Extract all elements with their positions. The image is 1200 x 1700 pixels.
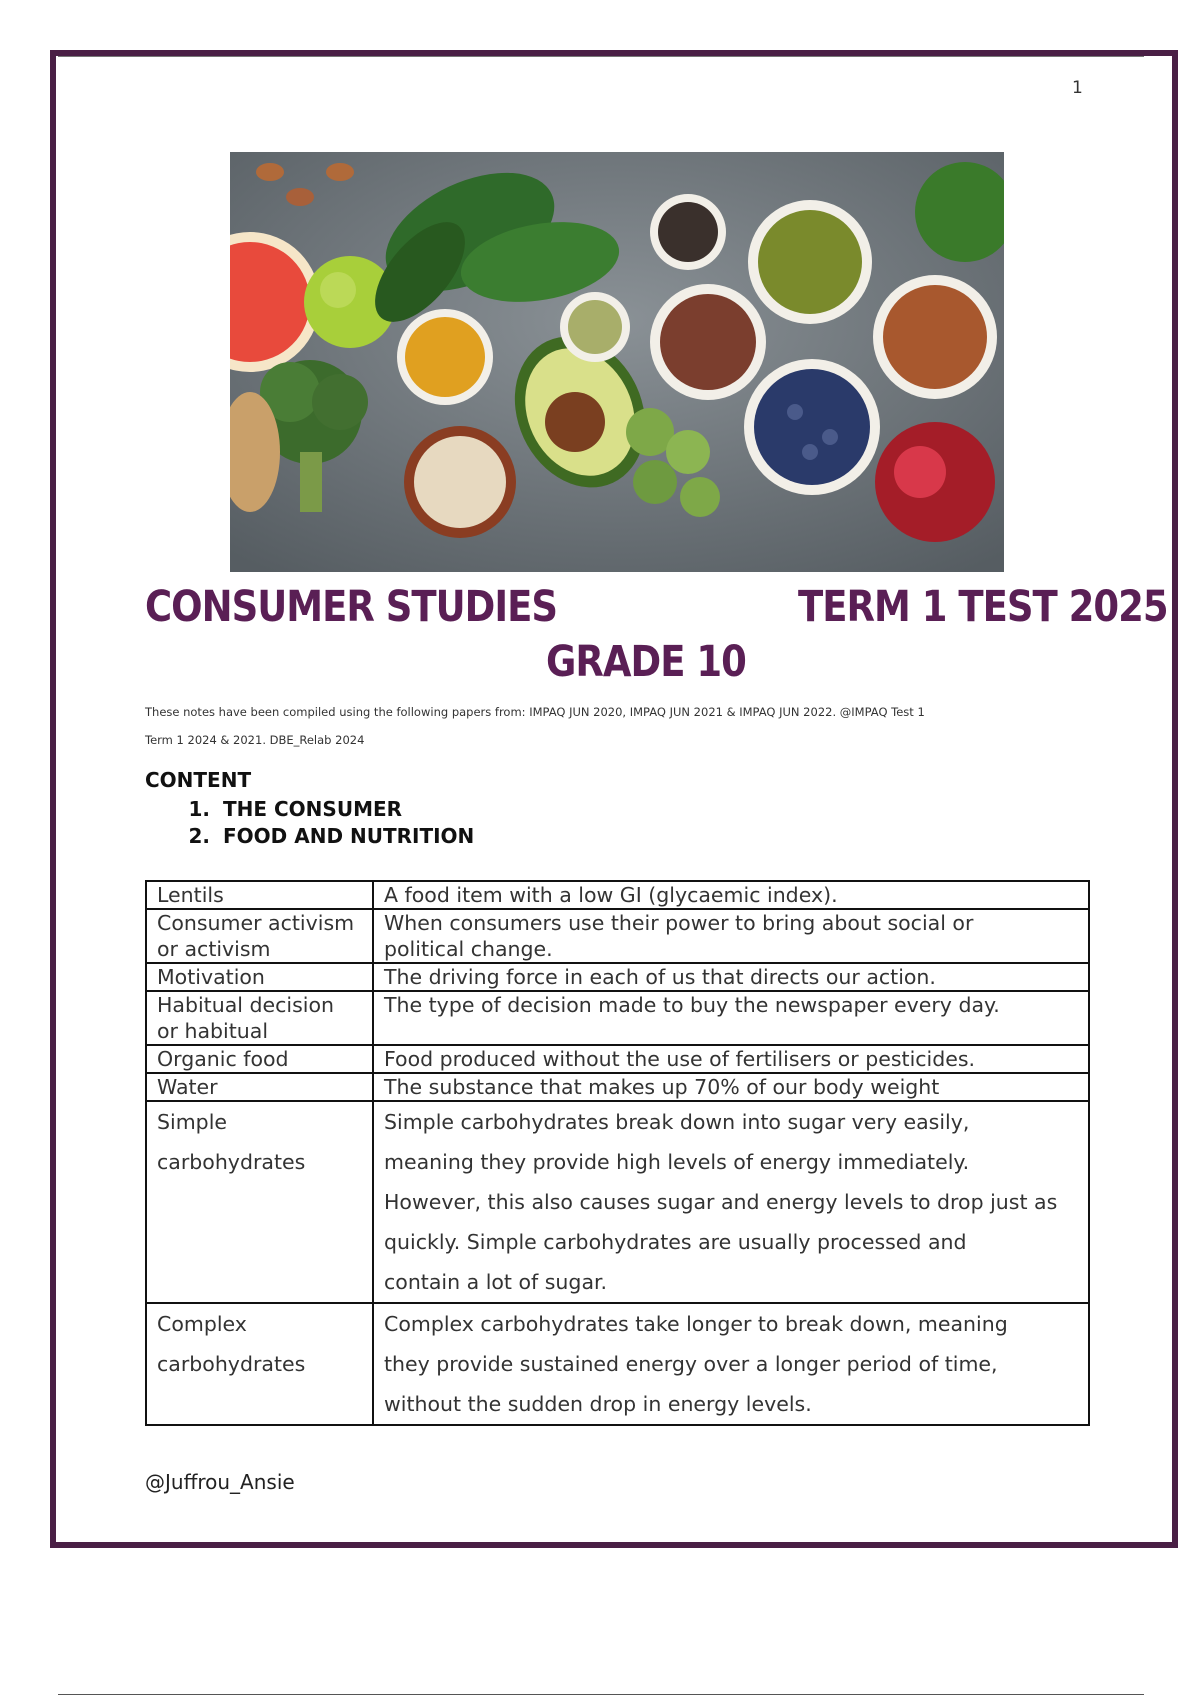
content-item: 1. THE CONSUMER [217,796,474,823]
glossary-row [146,909,1089,963]
definition-line: The substance that makes up 70% of our body weight [384,1075,940,1099]
glossary-row [146,881,1089,909]
definition-line: The type of decision made to buy the newspaper every day. [384,993,1000,1017]
glossary-definition [373,881,1089,909]
sources-line-1: These notes have been compiled using the following papers from: IMPAQ JUN 2020, IMPAQ JUN 2021 & IMPAQ JUN 2022. @IMPAQ Test 1 [145,705,925,719]
term-line: carbohydrates [157,1352,306,1376]
glossary-table [145,880,1090,1426]
glossary-definition [373,909,1089,963]
term-line: Organic food [157,1047,289,1071]
glossary-term [146,909,373,963]
glossary-row [146,1045,1089,1073]
grade-heading: GRADE 10 [546,637,746,687]
term-line: Simple [157,1110,227,1134]
glossary-term [146,881,373,909]
glossary-definition [373,1101,1089,1303]
definition-line: Food produced without the use of fertilisers or pesticides. [384,1047,976,1071]
glossary-term [146,1045,373,1073]
content-list [145,796,474,850]
definition-line: However, this also causes sugar and energy levels to drop just as [384,1190,1058,1214]
glossary-definition [373,1073,1089,1101]
term-line: Complex [157,1312,247,1336]
term-line: Habitual decision [157,993,334,1017]
glossary-definition [373,1303,1089,1425]
glossary-row [146,1303,1089,1425]
glossary-term [146,991,373,1045]
glossary-definition [373,1045,1089,1073]
glossary-term [146,1101,373,1303]
definition-line: political change. [384,937,553,961]
glossary-definition [373,991,1089,1045]
subject-heading: CONSUMER STUDIES [145,582,558,632]
content-item: 2. FOOD AND NUTRITION [217,823,474,850]
footer-rule [58,1694,1144,1695]
glossary-term [146,1303,373,1425]
content-section [145,768,474,850]
definition-line: quickly. Simple carbohydrates are usually processed and [384,1230,967,1254]
term-line: Lentils [157,883,224,907]
glossary-definition [373,963,1089,991]
sources-line-2: Term 1 2024 & 2021. DBE_Relab 2024 [145,733,365,747]
definition-line: A food item with a low GI (glycaemic index). [384,883,838,907]
term-line: or activism [157,937,271,961]
glossary-term [146,963,373,991]
page-number: 1 [1072,78,1083,98]
term-line: or habitual [157,1019,269,1043]
definition-line: The driving force in each of us that directs our action. [384,965,936,989]
glossary-term [146,1073,373,1101]
sources-note [145,698,1085,754]
definition-line: Complex carbohydrates take longer to break down, meaning [384,1312,1008,1336]
header-rule [58,56,1144,57]
definition-line: Simple carbohydrates break down into sugar very easily, [384,1110,970,1134]
term-line: Consumer activism [157,911,355,935]
definition-line: contain a lot of sugar. [384,1270,608,1294]
glossary-row [146,991,1089,1045]
definition-line: they provide sustained energy over a longer period of time, [384,1352,998,1376]
term-heading: TERM 1 TEST 2025 [798,582,1168,632]
healthy-food-banner [230,152,1004,572]
glossary-row [146,963,1089,991]
content-title: CONTENT [145,768,252,792]
term-line: Motivation [157,965,265,989]
author-handle: @Juffrou_Ansie [145,1470,295,1494]
definition-line: When consumers use their power to bring about social or [384,911,974,935]
term-line: carbohydrates [157,1150,306,1174]
term-line: Water [157,1075,218,1099]
definition-line: without the sudden drop in energy levels. [384,1392,812,1416]
glossary-row [146,1073,1089,1101]
glossary-row [146,1101,1089,1303]
definition-line: meaning they provide high levels of energy immediately. [384,1150,970,1174]
